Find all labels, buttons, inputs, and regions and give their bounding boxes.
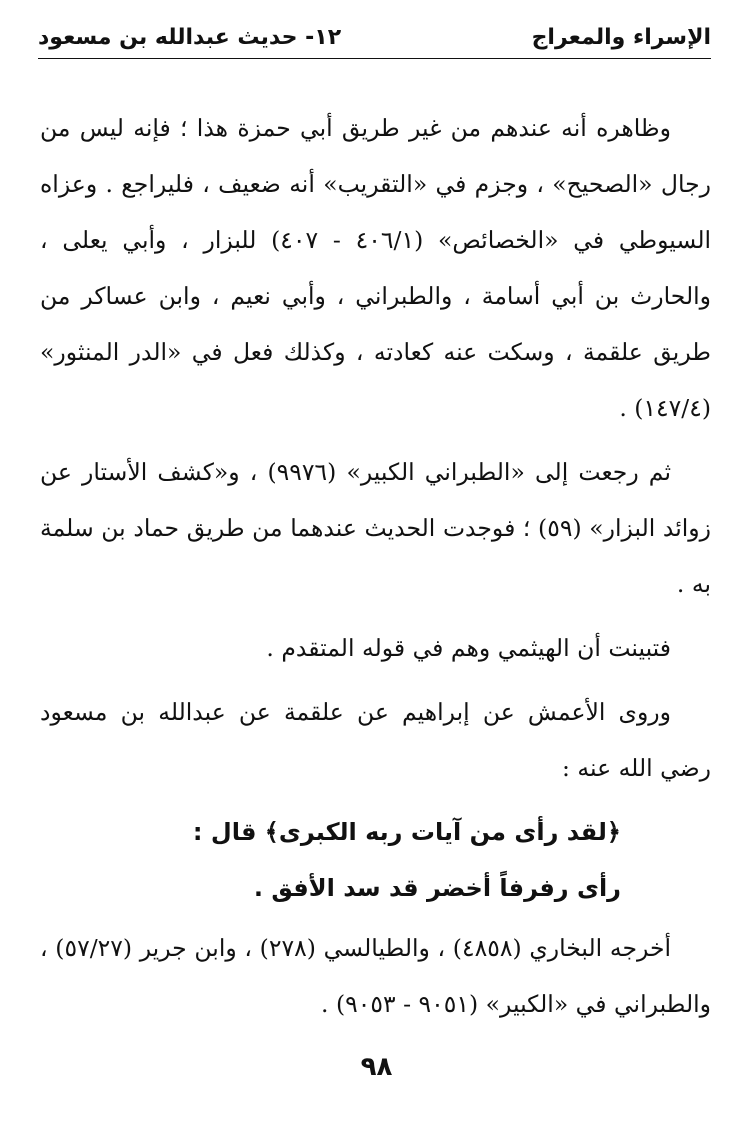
- page-body: [40, 100, 711, 1040]
- quran-verse: ﴿لقد رأى من آيات ربه الكبرى﴾ قال :: [192, 818, 621, 846]
- narration-text: رأى رفرفاً أخضر قد سد الأفق .: [253, 874, 621, 902]
- paragraph-takhrij: أخرجه البخاري (٤٨٥٨) ، والطيالسي (٢٧٨) ، وابن جرير (٥٧/٢٧) ، والطبراني في «الكبير» (٩٠٥١ - ٩٠٥٣) .: [40, 934, 711, 1018]
- paragraph-tabarani-check: ثم رجعت إلى «الطبراني الكبير» (٩٩٧٦) ، و«كشف الأستار عن زوائد البزار» (٥٩) ؛ فوجدت الحديث عندهما من طريق حماد بن سلمة به .: [40, 458, 711, 598]
- paragraph-haythami-conclusion: فتبينت أن الهيثمي وهم في قوله المتقدم .: [266, 634, 671, 662]
- page-number: ٩٨: [360, 1052, 393, 1082]
- paragraph-hadith-commentary: وظاهره أنه عندهم من غير طريق أبي حمزة هذا ؛ فإنه ليس من رجال «الصحيح» ، وجزم في «التقريب» أنه ضعيف ، فليراجع . وعزاه السيوطي في «الخصائص» (٤٠٦/١ - ٤٠٧) للبزار ، وأبي يعلى ، والحارث بن أبي أسامة ، والطبراني ، وأبي نعيم ، وابن عساكر من طريق علقمة ، وسكت عنه كعادته ، وكذلك فعل في «الدر المنثور» (١٤٧/٤) .: [40, 114, 712, 422]
- chapter-title: ١٢- حديث عبدالله بن مسعود: [38, 25, 342, 50]
- book-title: الإسراء والمعراج: [531, 25, 711, 50]
- running-head: [38, 18, 711, 59]
- paragraph-narration-intro: وروى الأعمش عن إبراهيم عن علقمة عن عبدالله بن مسعود رضي الله عنه :: [40, 698, 711, 782]
